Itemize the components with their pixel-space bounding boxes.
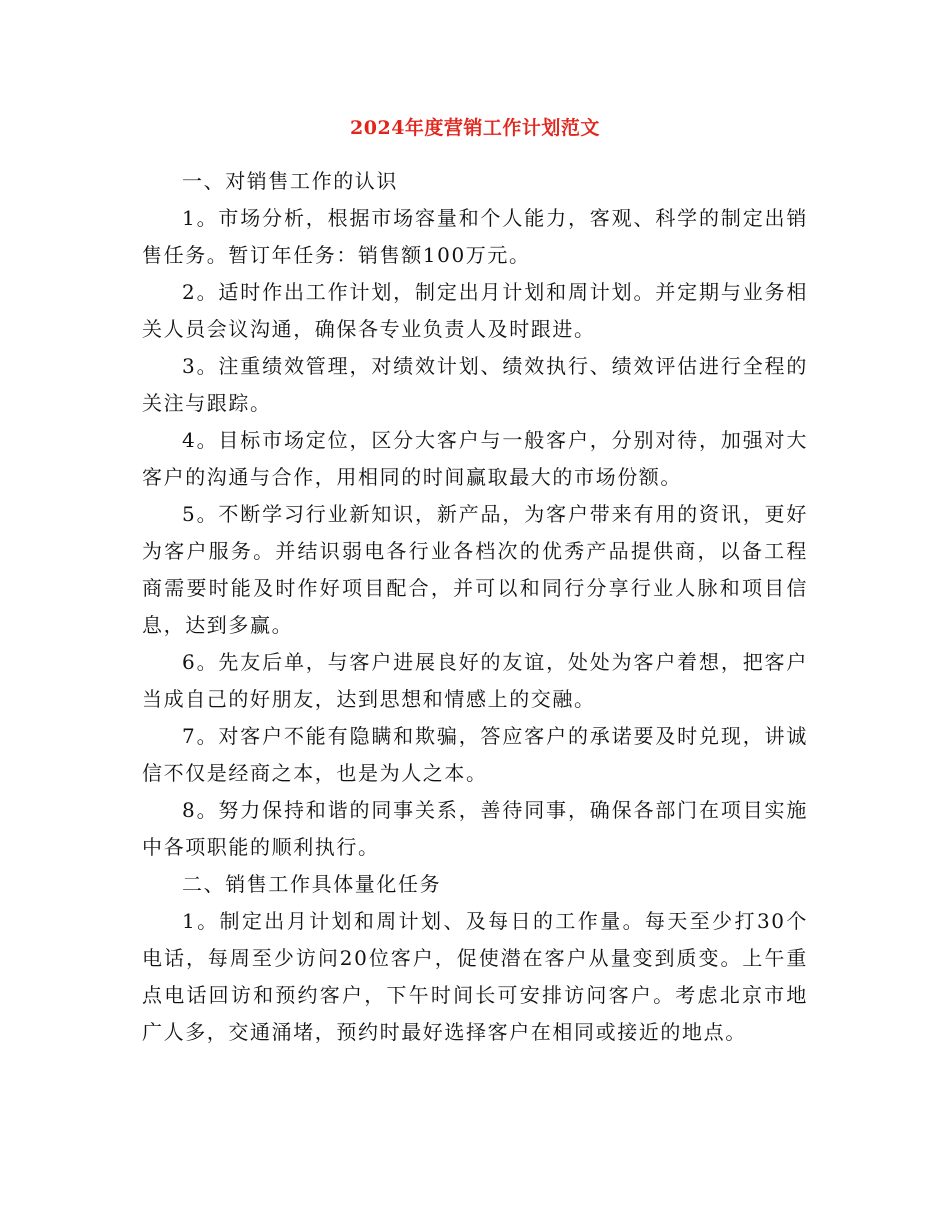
- paragraph-1-4: 4。目标市场定位，区分大客户与一般客户，分别对待，加强对大客户的沟通与合作，用相同的时间赢取最大的市场份额。: [142, 428, 808, 489]
- document-body: [142, 112, 808, 1051]
- paragraph-1-3: 3。注重绩效管理，对绩效计划、绩效执行、绩效评估进行全程的关注与跟踪。: [142, 354, 808, 415]
- paragraph-1-8: 8。努力保持和谐的同事关系，善待同事，确保各部门在项目实施中各项职能的顺利执行。: [142, 798, 808, 859]
- paragraph-1-7: 7。对客户不能有隐瞒和欺骗，答应客户的承诺要及时兑现，讲诚信不仅是经商之本，也是为人之本。: [142, 724, 808, 785]
- document-title: 2024年度营销工作计划范文: [350, 117, 600, 139]
- paragraph-1-5: 5。不断学习行业新知识，新产品，为客户带来有用的资讯，更好为客户服务。并结识弱电各行业各档次的优秀产品提供商，以备工程商需要时能及时作好项目配合，并可以和同行分享行业人脉和项目信息，达到多赢。: [142, 502, 808, 637]
- paragraph-2-1: 1。制定出月计划和周计划、及每日的工作量。每天至少打30个电话，每周至少访问20位客户，促使潜在客户从量变到质变。上午重点电话回访和预约客户，下午时间长可安排访问客户。考虑北京市地广人多，交通涌堵，预约时最好选择客户在相同或接近的地点。: [142, 909, 808, 1044]
- paragraph-1-2: 2。适时作出工作计划，制定出月计划和周计划。并定期与业务相关人员会议沟通，确保各专业负责人及时跟进。: [142, 280, 808, 341]
- paragraph-1-6: 6。先友后单，与客户进展良好的友谊，处处为客户着想，把客户当成自己的好朋友，达到思想和情感上的交融。: [142, 650, 808, 711]
- section-heading-2: 二、销售工作具体量化任务: [182, 872, 442, 896]
- section-heading-1: 一、对销售工作的认识: [182, 169, 398, 193]
- paragraph-1-1: 1。市场分析，根据市场容量和个人能力，客观、科学的制定出销售任务。暂订年任务：销售额100万元。: [142, 206, 808, 267]
